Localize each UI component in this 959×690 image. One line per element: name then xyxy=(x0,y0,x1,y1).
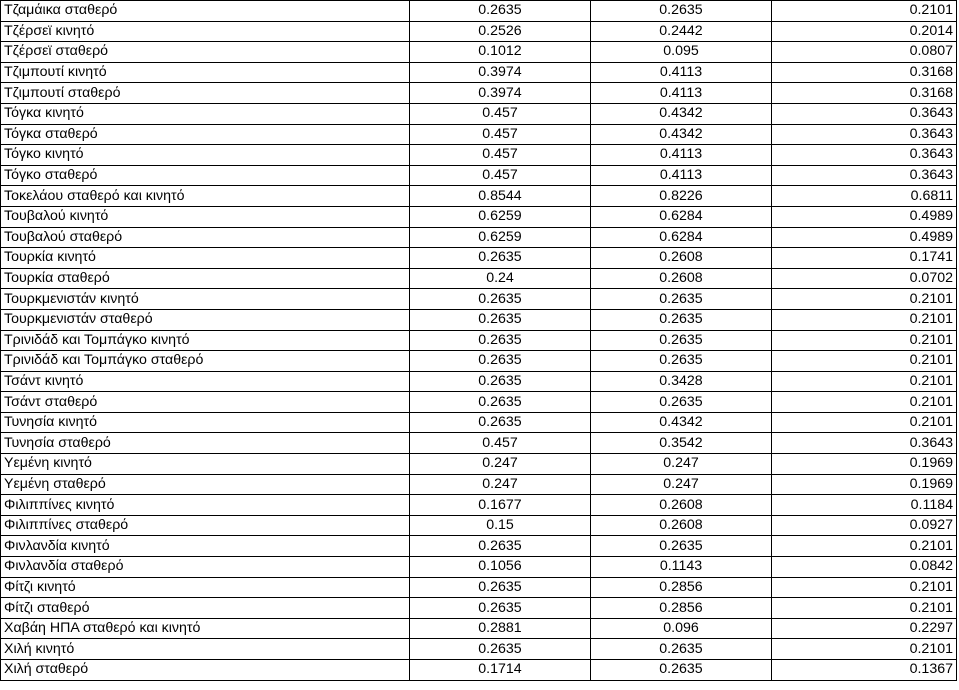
row-value-2-cell: 0.2635 xyxy=(591,1,772,22)
row-value-3-cell: 0.3643 xyxy=(772,124,957,145)
row-value-3-cell: 0.2014 xyxy=(772,21,957,42)
row-value-3-cell: 0.3168 xyxy=(772,62,957,83)
row-value-3-cell: 0.2101 xyxy=(772,577,957,598)
row-value-1-cell: 0.3974 xyxy=(410,83,591,104)
row-value-3-cell: 0.3643 xyxy=(772,103,957,124)
row-name-cell: Τζέρσεϊ σταθερό xyxy=(1,42,410,63)
table-row xyxy=(1,392,957,413)
table-row xyxy=(1,330,957,351)
row-value-1-cell: 0.2635 xyxy=(410,639,591,660)
table-row xyxy=(1,21,957,42)
row-value-2-cell: 0.6284 xyxy=(591,206,772,227)
table-row xyxy=(1,1,957,22)
table-row xyxy=(1,268,957,289)
row-value-2-cell: 0.2635 xyxy=(591,289,772,310)
row-name-cell: Χιλή σταθερό xyxy=(1,660,410,681)
row-value-2-cell: 0.4342 xyxy=(591,103,772,124)
table-row xyxy=(1,577,957,598)
row-value-2-cell: 0.4342 xyxy=(591,124,772,145)
row-value-2-cell: 0.2635 xyxy=(591,660,772,681)
row-value-3-cell: 0.1969 xyxy=(772,474,957,495)
row-value-3-cell: 0.6811 xyxy=(772,186,957,207)
row-value-2-cell: 0.4113 xyxy=(591,83,772,104)
row-name-cell: Χαβάη ΗΠΑ σταθερό και κινητό xyxy=(1,618,410,639)
row-value-2-cell: 0.2856 xyxy=(591,577,772,598)
row-value-2-cell: 0.2635 xyxy=(591,330,772,351)
row-value-2-cell: 0.247 xyxy=(591,474,772,495)
row-value-2-cell: 0.3428 xyxy=(591,371,772,392)
row-name-cell: Υεμένη σταθερό xyxy=(1,474,410,495)
row-value-1-cell: 0.2635 xyxy=(410,309,591,330)
row-value-2-cell: 0.1143 xyxy=(591,557,772,578)
row-name-cell: Τυνησία σταθερό xyxy=(1,433,410,454)
row-name-cell: Φιλιππίνες σταθερό xyxy=(1,515,410,536)
row-name-cell: Τουβαλού σταθερό xyxy=(1,227,410,248)
table-row xyxy=(1,351,957,372)
row-name-cell: Τζιμπουτί κινητό xyxy=(1,62,410,83)
row-name-cell: Φινλανδία κινητό xyxy=(1,536,410,557)
row-value-2-cell: 0.3542 xyxy=(591,433,772,454)
row-value-1-cell: 0.2635 xyxy=(410,577,591,598)
row-value-1-cell: 0.457 xyxy=(410,165,591,186)
row-value-2-cell: 0.4113 xyxy=(591,145,772,166)
row-name-cell: Τόγκο κινητό xyxy=(1,145,410,166)
row-value-2-cell: 0.095 xyxy=(591,42,772,63)
row-value-2-cell: 0.2608 xyxy=(591,495,772,516)
row-value-1-cell: 0.2881 xyxy=(410,618,591,639)
table-row xyxy=(1,145,957,166)
row-value-3-cell: 0.2101 xyxy=(772,371,957,392)
table-row xyxy=(1,103,957,124)
table-row xyxy=(1,454,957,475)
row-value-1-cell: 0.247 xyxy=(410,454,591,475)
table-row xyxy=(1,557,957,578)
row-name-cell: Τρινιδάδ και Τομπάγκο σταθερό xyxy=(1,351,410,372)
row-value-1-cell: 0.3974 xyxy=(410,62,591,83)
table-row xyxy=(1,495,957,516)
table-row xyxy=(1,165,957,186)
row-value-1-cell: 0.2635 xyxy=(410,392,591,413)
row-value-2-cell: 0.2856 xyxy=(591,598,772,619)
row-value-1-cell: 0.24 xyxy=(410,268,591,289)
row-name-cell: Τοκελάου σταθερό και κινητό xyxy=(1,186,410,207)
row-value-2-cell: 0.096 xyxy=(591,618,772,639)
table-row xyxy=(1,618,957,639)
row-value-2-cell: 0.4113 xyxy=(591,165,772,186)
table-row xyxy=(1,42,957,63)
row-value-1-cell: 0.15 xyxy=(410,515,591,536)
row-value-3-cell: 0.2101 xyxy=(772,639,957,660)
row-name-cell: Τσάντ σταθερό xyxy=(1,392,410,413)
row-value-1-cell: 0.2635 xyxy=(410,371,591,392)
row-value-3-cell: 0.0927 xyxy=(772,515,957,536)
row-value-3-cell: 0.1184 xyxy=(772,495,957,516)
table-row xyxy=(1,660,957,681)
table-row xyxy=(1,515,957,536)
row-name-cell: Τουβαλού κινητό xyxy=(1,206,410,227)
row-value-3-cell: 0.4989 xyxy=(772,206,957,227)
row-value-2-cell: 0.2608 xyxy=(591,268,772,289)
row-value-1-cell: 0.2635 xyxy=(410,330,591,351)
table-row xyxy=(1,598,957,619)
row-name-cell: Τουρκία σταθερό xyxy=(1,268,410,289)
row-value-3-cell: 0.2101 xyxy=(772,392,957,413)
row-value-3-cell: 0.1741 xyxy=(772,248,957,269)
row-value-3-cell: 0.3643 xyxy=(772,145,957,166)
table-row xyxy=(1,124,957,145)
row-name-cell: Φίτζι σταθερό xyxy=(1,598,410,619)
row-value-2-cell: 0.8226 xyxy=(591,186,772,207)
row-value-3-cell: 0.1367 xyxy=(772,660,957,681)
table-row xyxy=(1,62,957,83)
row-value-2-cell: 0.2635 xyxy=(591,536,772,557)
table-row xyxy=(1,412,957,433)
table-row xyxy=(1,371,957,392)
table-row xyxy=(1,289,957,310)
table-row xyxy=(1,206,957,227)
row-value-3-cell: 0.2101 xyxy=(772,351,957,372)
table-row xyxy=(1,474,957,495)
row-value-3-cell: 0.3643 xyxy=(772,165,957,186)
row-value-1-cell: 0.247 xyxy=(410,474,591,495)
row-value-1-cell: 0.1714 xyxy=(410,660,591,681)
row-name-cell: Τζιμπουτί σταθερό xyxy=(1,83,410,104)
row-value-1-cell: 0.1056 xyxy=(410,557,591,578)
table-row xyxy=(1,433,957,454)
row-value-3-cell: 0.0702 xyxy=(772,268,957,289)
row-value-3-cell: 0.4989 xyxy=(772,227,957,248)
row-value-3-cell: 0.3643 xyxy=(772,433,957,454)
row-value-3-cell: 0.2101 xyxy=(772,598,957,619)
row-value-1-cell: 0.6259 xyxy=(410,206,591,227)
row-value-1-cell: 0.2635 xyxy=(410,248,591,269)
table-row xyxy=(1,248,957,269)
row-name-cell: Φίτζι κινητό xyxy=(1,577,410,598)
row-value-2-cell: 0.4113 xyxy=(591,62,772,83)
row-value-3-cell: 0.0807 xyxy=(772,42,957,63)
row-name-cell: Τρινιδάδ και Τομπάγκο κινητό xyxy=(1,330,410,351)
row-value-1-cell: 0.2635 xyxy=(410,536,591,557)
row-name-cell: Τόγκο σταθερό xyxy=(1,165,410,186)
row-value-2-cell: 0.2608 xyxy=(591,515,772,536)
row-value-1-cell: 0.457 xyxy=(410,124,591,145)
row-name-cell: Τυνησία κινητό xyxy=(1,412,410,433)
table-row xyxy=(1,186,957,207)
row-value-2-cell: 0.4342 xyxy=(591,412,772,433)
row-value-2-cell: 0.2608 xyxy=(591,248,772,269)
row-value-2-cell: 0.2635 xyxy=(591,309,772,330)
row-value-2-cell: 0.2635 xyxy=(591,392,772,413)
row-value-1-cell: 0.2635 xyxy=(410,1,591,22)
row-value-1-cell: 0.457 xyxy=(410,433,591,454)
row-value-3-cell: 0.2101 xyxy=(772,1,957,22)
row-value-2-cell: 0.2442 xyxy=(591,21,772,42)
row-name-cell: Τζέρσεϊ κινητό xyxy=(1,21,410,42)
rates-table-body xyxy=(1,1,957,681)
row-value-3-cell: 0.2101 xyxy=(772,330,957,351)
row-name-cell: Τσάντ κινητό xyxy=(1,371,410,392)
row-name-cell: Τουρκμενιστάν κινητό xyxy=(1,289,410,310)
row-name-cell: Τόγκα σταθερό xyxy=(1,124,410,145)
row-name-cell: Τόγκα κινητό xyxy=(1,103,410,124)
row-value-2-cell: 0.247 xyxy=(591,454,772,475)
row-value-1-cell: 0.2635 xyxy=(410,351,591,372)
row-name-cell: Χιλή κινητό xyxy=(1,639,410,660)
row-value-1-cell: 0.2635 xyxy=(410,289,591,310)
row-name-cell: Τζαμάικα σταθερό xyxy=(1,1,410,22)
row-value-2-cell: 0.2635 xyxy=(591,351,772,372)
row-name-cell: Τουρκμενιστάν σταθερό xyxy=(1,309,410,330)
row-value-3-cell: 0.2101 xyxy=(772,289,957,310)
table-row xyxy=(1,227,957,248)
row-value-3-cell: 0.2101 xyxy=(772,412,957,433)
row-name-cell: Φινλανδία σταθερό xyxy=(1,557,410,578)
row-value-1-cell: 0.457 xyxy=(410,145,591,166)
row-value-3-cell: 0.0842 xyxy=(772,557,957,578)
row-name-cell: Φιλιππίνες κινητό xyxy=(1,495,410,516)
row-value-1-cell: 0.1012 xyxy=(410,42,591,63)
row-value-3-cell: 0.2101 xyxy=(772,309,957,330)
table-row xyxy=(1,309,957,330)
row-value-3-cell: 0.1969 xyxy=(772,454,957,475)
table-row xyxy=(1,536,957,557)
table-row xyxy=(1,639,957,660)
row-value-1-cell: 0.1677 xyxy=(410,495,591,516)
row-value-3-cell: 0.2297 xyxy=(772,618,957,639)
row-value-1-cell: 0.2526 xyxy=(410,21,591,42)
row-value-1-cell: 0.2635 xyxy=(410,412,591,433)
row-value-3-cell: 0.3168 xyxy=(772,83,957,104)
row-name-cell: Υεμένη κινητό xyxy=(1,454,410,475)
row-value-3-cell: 0.2101 xyxy=(772,536,957,557)
row-value-2-cell: 0.2635 xyxy=(591,639,772,660)
row-value-1-cell: 0.6259 xyxy=(410,227,591,248)
row-value-1-cell: 0.2635 xyxy=(410,598,591,619)
row-value-1-cell: 0.457 xyxy=(410,103,591,124)
row-name-cell: Τουρκία κινητό xyxy=(1,248,410,269)
table-row xyxy=(1,83,957,104)
row-value-2-cell: 0.6284 xyxy=(591,227,772,248)
row-value-1-cell: 0.8544 xyxy=(410,186,591,207)
